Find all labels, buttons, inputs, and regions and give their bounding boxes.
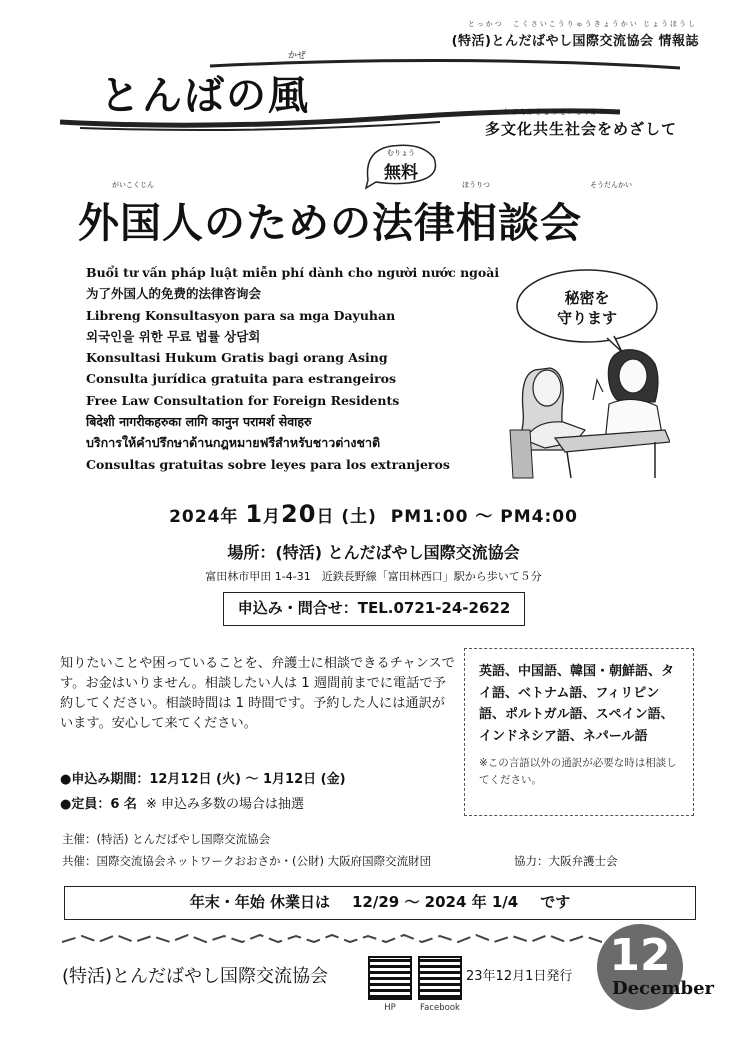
event-month: 1 [245, 500, 264, 528]
event-day: 20 [281, 500, 317, 528]
logo-text: とんばの風 [100, 73, 310, 119]
event-datetime [0, 500, 747, 528]
publisher-title: (特活)とんだばやし国際交流協会 情報誌 [451, 34, 699, 49]
translation-spanish: Consultas gratuitas sobre leyes para los extranjeros [86, 456, 450, 472]
event-day-suffix: 日 [316, 507, 335, 527]
capacity-text: ●定員：6 名 [60, 797, 137, 812]
title-ruby-soudankai: そうだんかい [590, 181, 632, 189]
translation-english: Free Law Consultation for Foreign Residents [86, 392, 400, 408]
intro-text: 知りたいことや困っていることを、弁護士に相談できるチャンスです。お金はいりません。相談したい人は 1 週間前までに電話で予約してください。相談時間は 1 時間です。予約した人には通訳がいます。安心して来てください。 [60, 656, 455, 731]
month-name: December [612, 978, 715, 999]
event-venue: 場所：(特活) とんだばやし国際交流協会 [227, 543, 520, 562]
free-badge [362, 140, 440, 190]
translation-thai: บริการให้คำปรึกษาด้านกฎหมายฟรีสำหรับชาวต่างชาติ [86, 435, 381, 451]
application-capacity [60, 793, 304, 812]
free-text: 無料 [384, 163, 418, 183]
qr-code-icon[interactable] [418, 956, 462, 1000]
translation-chinese: 为了外国人的免费的法律咨询会 [86, 286, 262, 302]
publisher-ruby: とっかつ こくさいこうりゅうきょうかい じょうほうし [467, 20, 697, 28]
translation-nepali: बिदेशी नागरीकहरुका लागि कानुन परामर्श सेवाहरु [86, 414, 312, 430]
event-address: 富田林市甲田 1-4-31 近鉄長野線「富田林西口」駅から歩いて５分 [205, 570, 542, 583]
event-year-suffix: 年 [220, 507, 239, 527]
decorative-wave-icon [62, 930, 602, 948]
organizer: 主催：(特活) とんだばやし国際交流協会 [62, 832, 271, 846]
title-ruby-gaikokujin: がいこくじん [112, 181, 154, 189]
qr-label-hp: HP [384, 1003, 396, 1013]
cooperation: 協力：大阪弁護士会 [514, 854, 618, 868]
slogan: 多文化共生社会をめざして [484, 120, 677, 138]
translation-list [86, 262, 500, 475]
translation-korean: 외국인을 위한 무료 법률 상담회 [86, 328, 261, 344]
secret-text [512, 288, 662, 328]
issue-date: 23年12月1日発行 [466, 969, 573, 984]
logo-ruby: かぜ [288, 51, 307, 61]
holiday-dates: 12/29 ～ 2024 年 1/4 [352, 893, 519, 911]
main-title: 外国人のための法律相談会 [78, 199, 582, 247]
qr-code-icon[interactable] [368, 956, 412, 1000]
languages-box [464, 648, 694, 816]
event-year: 2024 [169, 507, 221, 527]
free-ruby: むりょう [387, 149, 415, 157]
consultation-illustration-icon [505, 330, 670, 480]
languages-list: 英語、中国語、韓国・朝鮮語、タイ語、ベトナム語、フィリピン語、ポルトガル語、スペイン語、インドネシア語、ネパール語 [479, 664, 675, 744]
holiday-box [64, 886, 696, 920]
secret-line2: 守ります [556, 309, 617, 327]
event-month-suffix: 月 [263, 507, 282, 527]
languages-note: ※この言語以外の通訳が必要な時は相談してください。 [479, 757, 677, 786]
secret-line1: 秘密を [564, 289, 610, 307]
month-number: 12 [609, 930, 671, 981]
translation-portuguese: Consulta jurídica gratuita para estrangeiros [86, 371, 397, 387]
contact-box: 申込み・問合せ：TEL.0721-24-2622 [223, 592, 525, 626]
slogan-ruby: たぶんかきょうせいしゃかい [503, 108, 607, 116]
translation-filipino: Libreng Konsultasyon para sa mga Dayuhan [86, 307, 396, 323]
holiday-suffix: です [540, 893, 571, 911]
application-period: ●申込み期間：12月12日 (火) ～ 1月12日 (金) [60, 772, 346, 787]
cosponsor: 共催：国際交流協会ネットワークおおさか・(公財) 大阪府国際交流財団 [62, 854, 432, 868]
footer-org: (特活)とんだばやし国際交流協会 [62, 966, 329, 987]
title-ruby-houritsu: ほうりつ [462, 181, 490, 189]
event-weekday: (土) [341, 507, 377, 527]
capacity-note: ※ 申込み多数の場合は抽選 [145, 797, 305, 812]
translation-indonesian: Konsultasi Hukum Gratis bagi orang Asing [86, 350, 388, 366]
translation-vietnamese: Buổi tư vấn pháp luật miễn phí dành cho người nước ngoài [86, 265, 500, 280]
holiday-label: 年末・年始 休業日は [189, 893, 330, 911]
qr-label-facebook: Facebook [420, 1003, 460, 1013]
event-time: PM1:00 ～ PM4:00 [390, 507, 578, 527]
